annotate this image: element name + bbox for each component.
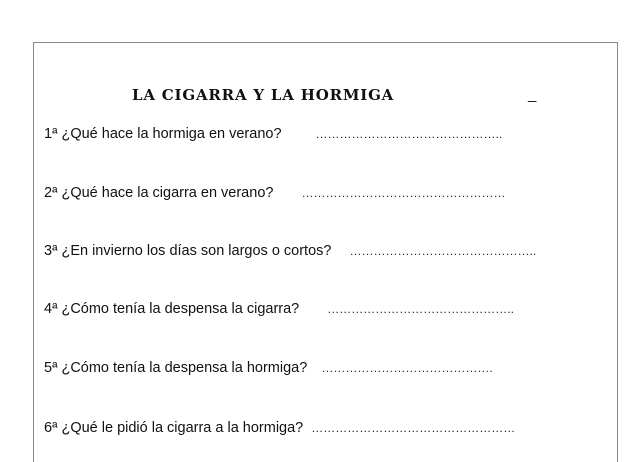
question-text: 2ª ¿Qué hace la cigarra en verano? xyxy=(44,185,274,201)
question-text: 3ª ¿En invierno los días son largos o cortos? xyxy=(44,243,332,259)
question-6 xyxy=(44,420,515,436)
answer-line[interactable]: ……………………………………….. xyxy=(349,244,537,258)
answer-line[interactable]: ……………………………………….. xyxy=(315,127,503,141)
answer-line[interactable]: …………………………………………… xyxy=(311,421,516,435)
worksheet-frame xyxy=(33,42,618,462)
question-5 xyxy=(44,360,493,376)
question-text: 1ª ¿Qué hace la hormiga en verano? xyxy=(44,126,282,142)
answer-line[interactable]: …………………………………………… xyxy=(301,186,506,200)
answer-line[interactable]: ……………………………………. xyxy=(321,361,493,375)
question-text: 5ª ¿Cómo tenía la despensa la hormiga? xyxy=(44,360,308,376)
question-text: 6ª ¿Qué le pidió la cigarra a la hormiga? xyxy=(44,420,304,436)
worksheet-title: LA CIGARRA Y LA HORMIGA xyxy=(132,86,395,104)
question-2 xyxy=(44,185,505,201)
question-1 xyxy=(44,126,502,142)
answer-line[interactable]: ……………………………………….. xyxy=(327,302,514,316)
title-underscore: _ xyxy=(528,86,537,103)
question-3 xyxy=(44,243,536,259)
title-row xyxy=(34,86,617,108)
question-text: 4ª ¿Cómo tenía la despensa la cigarra? xyxy=(44,301,300,317)
question-4 xyxy=(44,301,514,317)
